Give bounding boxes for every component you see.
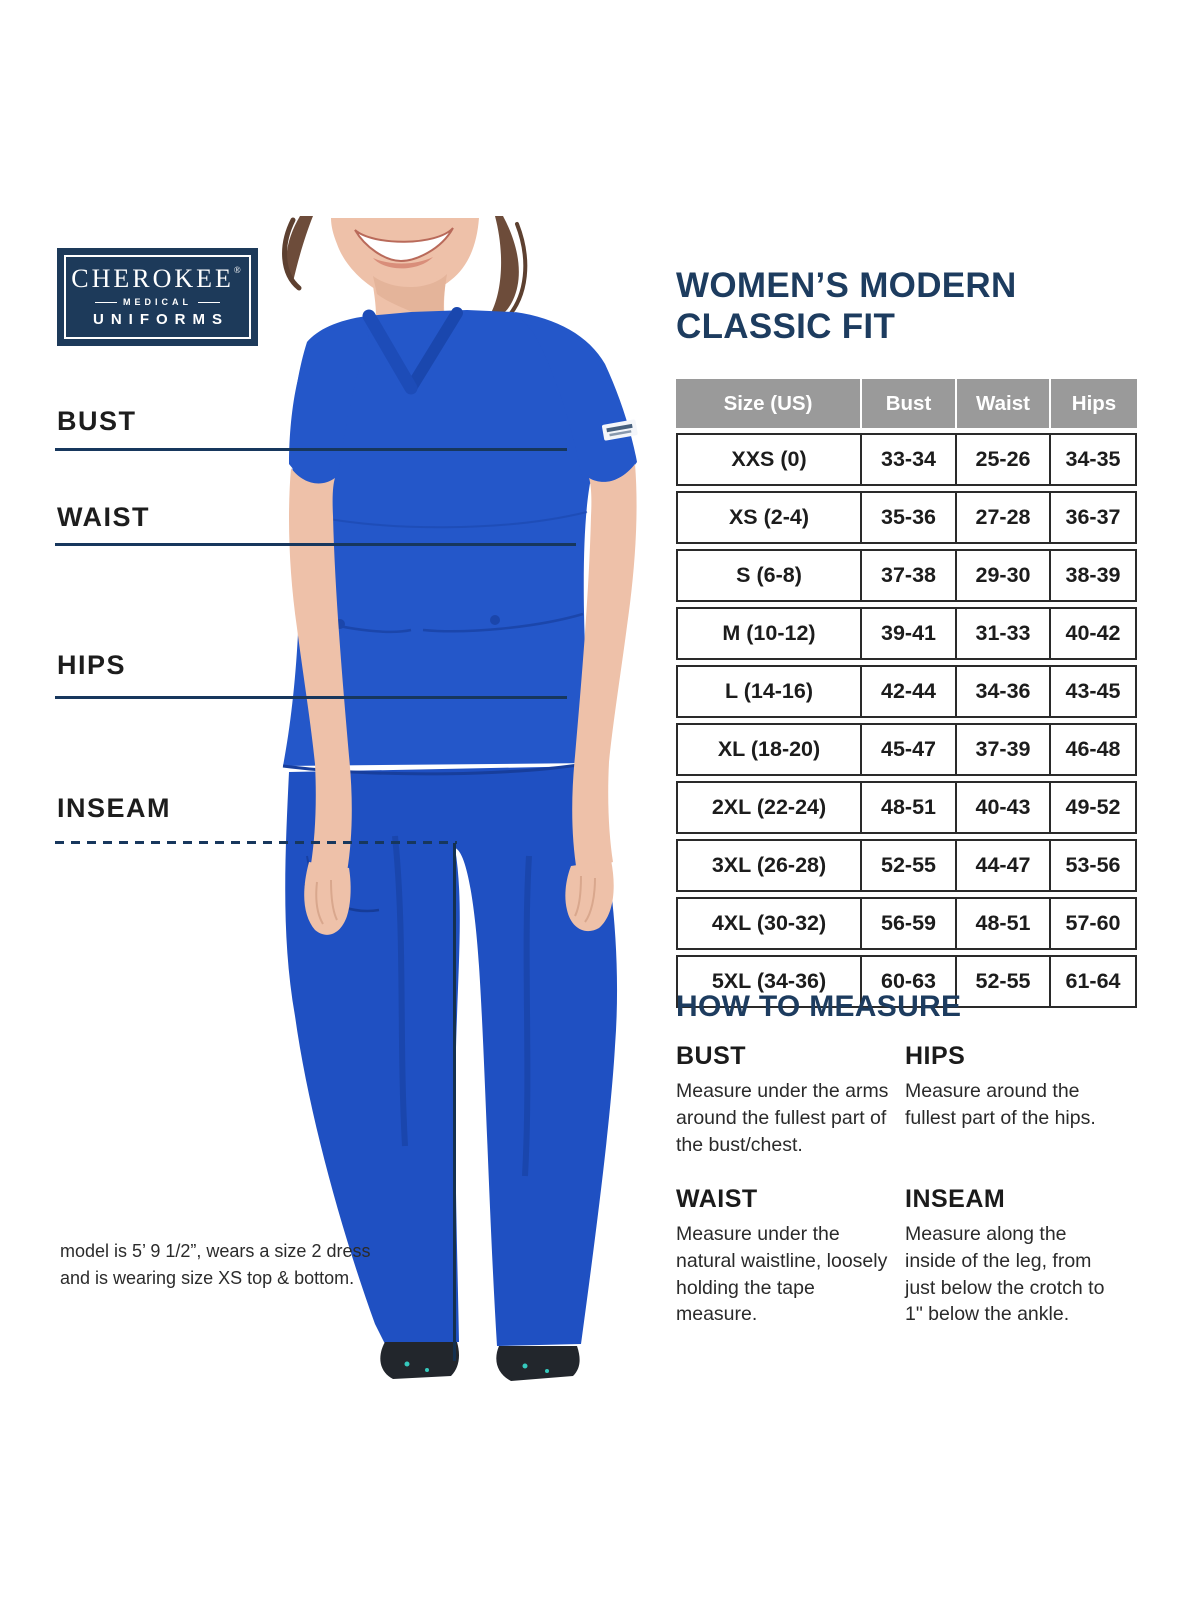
measurement-cell: 25-26 [955,433,1049,486]
measure-item-title: HIPS [905,1042,966,1070]
measurement-cell: 38-39 [1049,549,1137,602]
measure-item-hips [905,1042,1146,1159]
hips-line [55,696,567,699]
measurement-cell: 49-52 [1049,781,1137,834]
measurement-cell: 60-63 [860,955,955,1008]
measurement-cell: 48-51 [860,781,955,834]
waist-label: WAIST [57,502,150,532]
measurement-cell: 46-48 [1049,723,1137,776]
size-cell: XL (18-20) [676,723,860,776]
measurement-cell: 44-47 [955,839,1049,892]
how-to-measure-grid [676,1042,1146,1328]
logo-uniforms-text: UNIFORMS [93,311,229,328]
measure-item-text: Measure around the fullest part of the hips. [905,1080,1096,1129]
measurement-cell: 56-59 [860,897,955,950]
measurement-cell: 57-60 [1049,897,1137,950]
shoe-accent-2 [425,1368,429,1372]
measurement-cell: 37-39 [955,723,1049,776]
measurement-cell: 34-35 [1049,433,1137,486]
shoe-accent-1 [405,1362,410,1367]
measurement-cell: 53-56 [1049,839,1137,892]
measurement-cell: 45-47 [860,723,955,776]
measurement-cell: 35-36 [860,491,955,544]
measure-item-bust [676,1042,905,1159]
pants-fold-2 [525,856,529,1176]
measure-item-inseam [905,1185,1146,1329]
size-chart-header [676,379,1137,428]
measurement-cell: 33-34 [860,433,955,486]
pocket-button-right [490,615,500,625]
size-cell: XS (2-4) [676,491,860,544]
size-chart-body [676,433,1137,1008]
header-row [676,379,1137,428]
how-to-measure-heading: HOW TO MEASURE [676,990,962,1023]
size-cell: 2XL (22-24) [676,781,860,834]
size-cell: S (6-8) [676,549,860,602]
measure-item-title: BUST [676,1042,747,1070]
measurement-cell: 39-41 [860,607,955,660]
registered-mark: ® [233,265,244,275]
size-cell: 4XL (30-32) [676,897,860,950]
bust-line [55,448,567,451]
measurement-cell: 42-44 [860,665,955,718]
inseam-label: INSEAM [57,793,172,823]
table-row [676,433,1137,486]
measurement-cell: 52-55 [955,955,1049,1008]
hair-wisp-right [491,216,519,316]
measurement-cell: 36-37 [1049,491,1137,544]
table-row [676,723,1137,776]
measure-item-text: Measure under the arms around the fullest part of the bust/chest. [676,1080,889,1156]
column-header: Hips [1049,379,1137,428]
measure-item-text: Measure under the natural waistline, loosely holding the tape measure. [676,1222,888,1326]
bust-label: BUST [57,406,137,436]
measurement-cell: 40-42 [1049,607,1137,660]
measurement-cell: 43-45 [1049,665,1137,718]
model-note-line2: and is wearing size XS top & bottom. [60,1268,355,1288]
size-cell: 3XL (26-28) [676,839,860,892]
hips-label: HIPS [57,650,127,680]
measure-item-waist [676,1185,905,1329]
shoe-right [496,1346,579,1381]
table-row [676,897,1137,950]
measurement-cell: 31-33 [955,607,1049,660]
size-cell: XXS (0) [676,433,860,486]
measurement-cell: 52-55 [860,839,955,892]
inseam-line [55,841,457,844]
measure-item-title: WAIST [676,1184,758,1213]
column-header: Bust [860,379,955,428]
size-cell: M (10-12) [676,607,860,660]
table-row [676,665,1137,718]
column-header: Size (US) [676,379,860,428]
table-row [676,839,1137,892]
table-row [676,549,1137,602]
measurement-cell: 37-38 [860,549,955,602]
page-title-line1: WOMEN’S MODERN [676,266,1017,305]
size-chart-table [676,374,1137,1013]
measurement-cell: 61-64 [1049,955,1137,1008]
page-title-line2: CLASSIC FIT [676,306,896,346]
measure-item-title: INSEAM [905,1184,1006,1213]
model-note [60,1238,370,1292]
inseam-vertical-line [453,843,456,1361]
table-row [676,491,1137,544]
measurement-cell: 48-51 [955,897,1049,950]
shoe-left [380,1342,459,1379]
size-cell: L (14-16) [676,665,860,718]
measurement-cell: 27-28 [955,491,1049,544]
measurement-cell: 40-43 [955,781,1049,834]
logo-brand-text: CHEROKEE® [71,264,244,293]
waist-line [55,543,576,546]
model-note-line1: model is 5’ 9 1/2”, wears a size 2 dress [60,1241,371,1261]
measure-item-text: Measure along the inside of the leg, from just below the crotch to 1" below the ankle. [905,1222,1105,1326]
table-row [676,607,1137,660]
table-row [676,781,1137,834]
page-title [676,266,1017,348]
shoe-accent-3 [523,1364,528,1369]
measurement-cell: 29-30 [955,549,1049,602]
shoe-accent-4 [545,1369,549,1373]
measurement-cell: 34-36 [955,665,1049,718]
size-cell: 5XL (34-36) [676,955,860,1008]
column-header: Waist [955,379,1049,428]
logo-medical-line: MEDICAL [95,297,220,307]
